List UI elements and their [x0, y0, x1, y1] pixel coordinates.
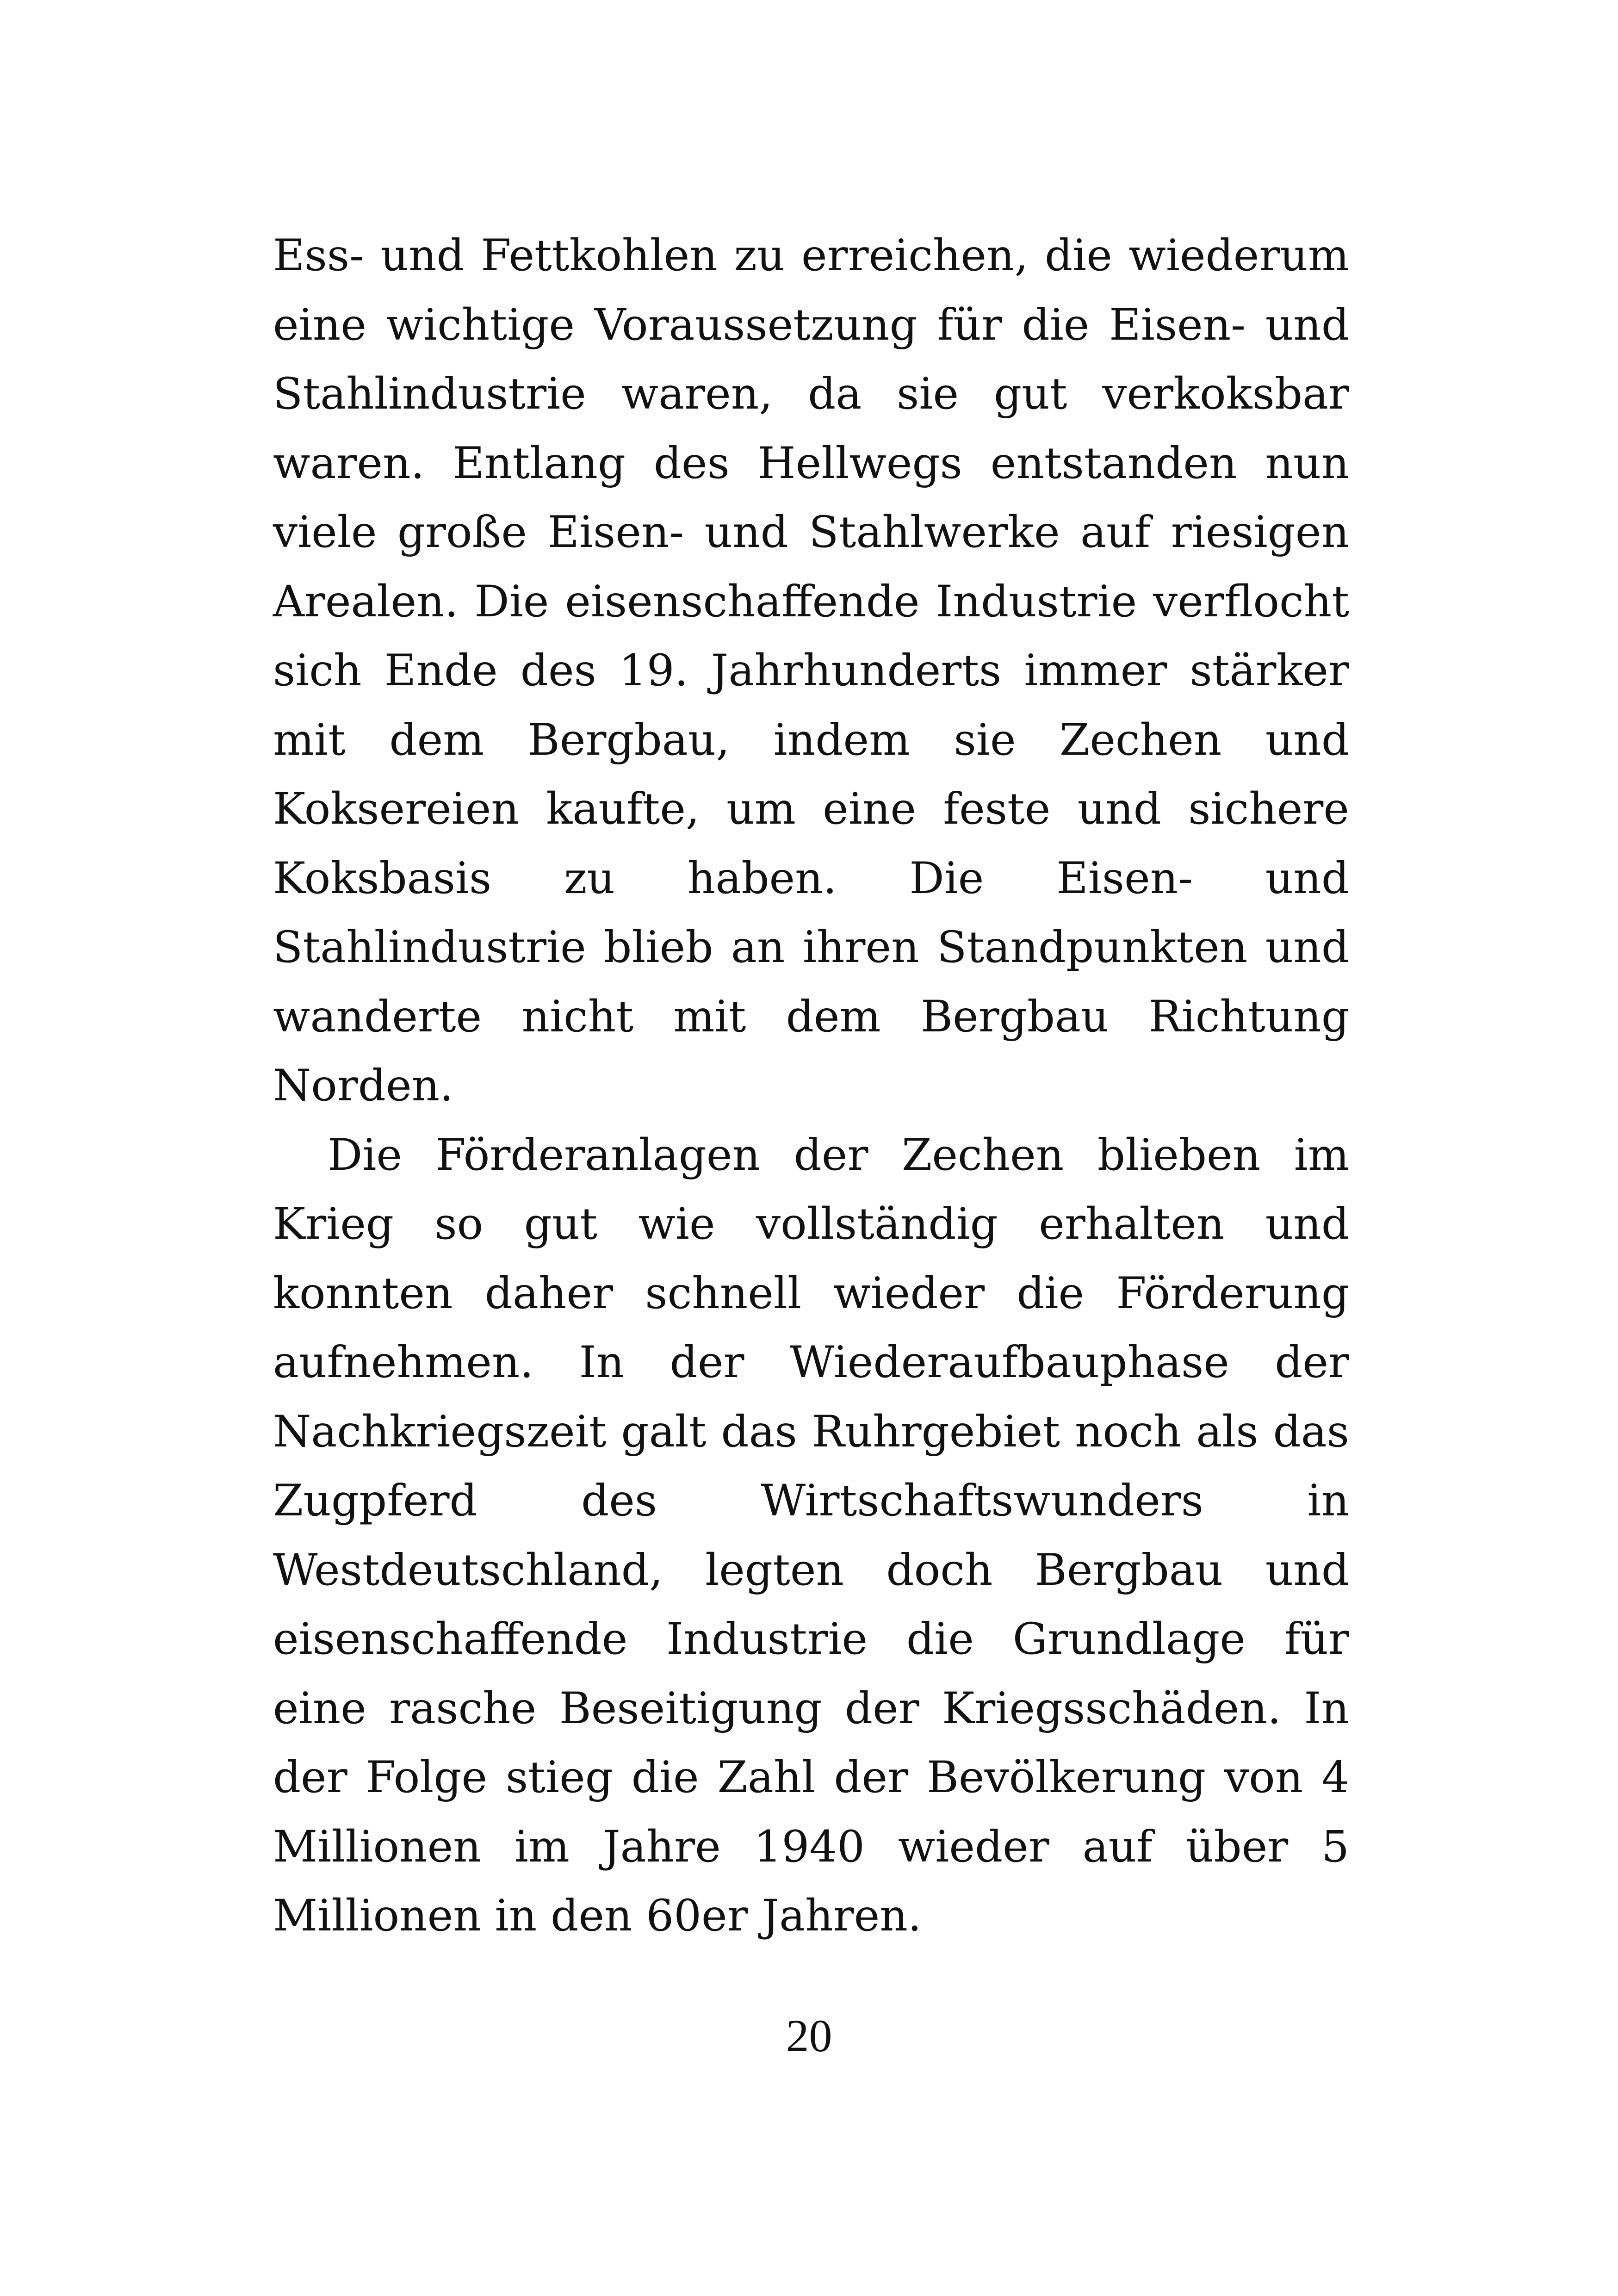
- paragraph-2: Die Förderanlagen der Zechen blieben im Krieg so gut wie vollständig erhalten und konnten daher schnell wieder die Förderung aufnehmen. In der Wiederaufbauphase der Nachkriegszeit galt das Ruhrgebiet noch als das Zugpferd des Wirtschaftswunders in Westdeutschland, legten doch Bergbau und eisenschaffende Industrie die Grundlage für eine rasche Beseitigung der Kriegsschäden. In der Folge stieg die Zahl der Bevölkerung von 4 Millionen im Jahre 1940 wieder auf über 5 Millionen in den 60er Jahren.: [273, 1129, 1349, 1941]
- body-text: [273, 221, 1349, 1951]
- paragraph-1: Ess- und Fettkohlen zu erreichen, die wiederum eine wichtige Voraussetzung für die Eisen- und Stahlindustrie waren, da sie gut verkoksbar waren. Entlang des Hellwegs entstanden nun viele große Eisen- und Stahlwerke auf riesigen Arealen. Die eisenschaffende Industrie verflocht sich Ende des 19. Jahrhunderts immer stärker mit dem Bergbau, indem sie Zechen und Koksereien kaufte, um eine feste und sichere Koksbasis zu haben. Die Eisen- und Stahlindustrie blieb an ihren Standpunkten und wanderte nicht mit dem Bergbau Richtung Norden.: [273, 230, 1349, 1111]
- page-number: 20: [786, 2010, 832, 2061]
